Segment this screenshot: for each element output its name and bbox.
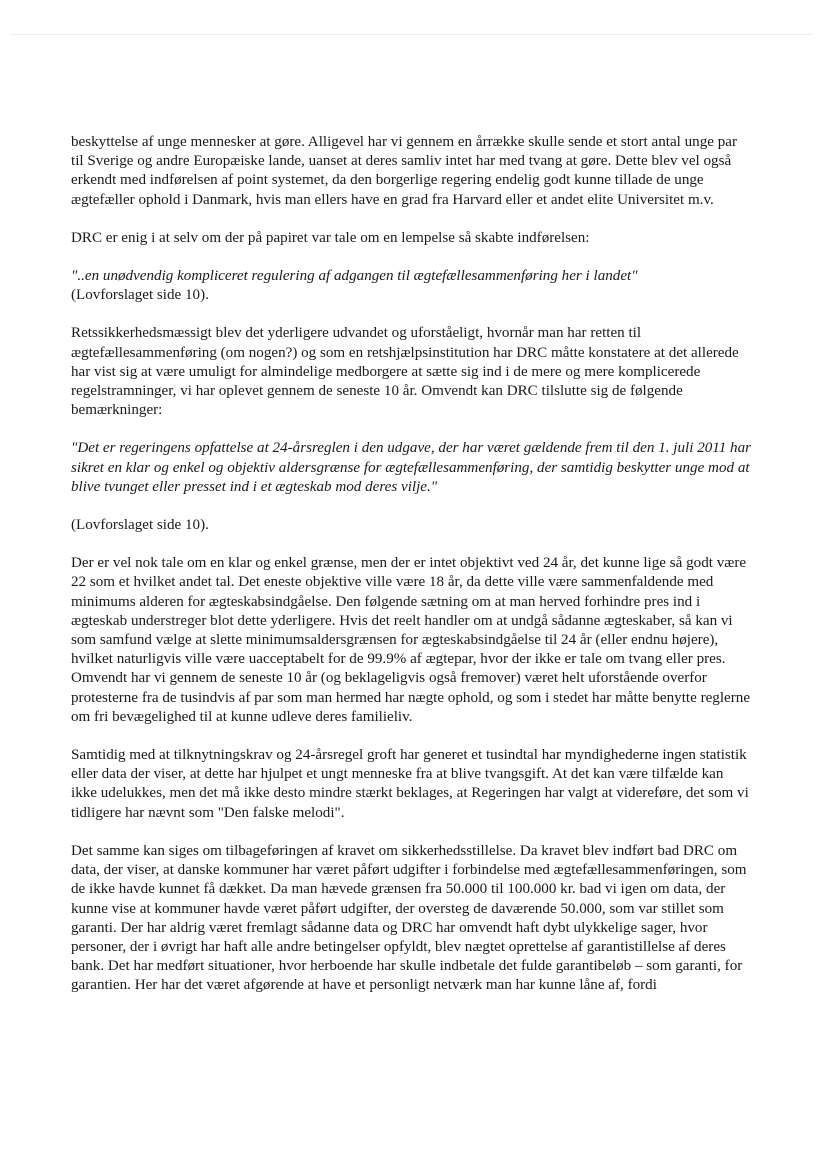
quote-block-1 — [71, 267, 751, 305]
paragraph-5: Samtidig med at tilknytningskrav og 24-årsregel groft har generet et tusindtal har myndighederne ingen statistik eller data der viser, at dette har hjulpet et ungt menneske fra at blive tvangsgift. At det kan være tilfælde kan ikke udelukkes, men det må ikke desto mindre stærkt beklages, at Regeringen har valgt at videreføre, det som vi tidligere har nævnt som "Den falske melodi". — [71, 747, 749, 821]
quote-2-text: "Det er regeringens opfattelse at 24-årsreglen i den udgave, der har været gældende frem til den 1. juli 2011 har sikret en klar og enkel og objektiv aldersgrænse for ægtefællesammenføring, der samtidig beskytter unge mod at blive tvunget eller presset ind i et ægteskab mod deres vilje." — [71, 440, 751, 495]
quote-1-source: (Lovforslaget side 10). — [71, 287, 209, 304]
paragraph-3: Retssikkerhedsmæssigt blev det yderligere udvandet og uforståeligt, hvornår man har retten til ægtefællesammenføring (om nogen?) og som en retshjælpsinstitution har DRC måtte konstatere at det allerede har vist sig at være umuligt for almindelige medborgere at sætte sig ind i de mere og mere komplicerede regelstramninger, vi har oplevet gennem de seneste 10 år. Omvendt kan DRC tilslutte sig de følgende bemærkninger: — [71, 325, 739, 419]
paragraph-4: Der er vel nok tale om en klar og enkel grænse, men der er intet objektivt ved 24 år, det kunne lige så godt være 22 som et hvilket andet tal. Det eneste objektive ville være 18 år, da dette ville være sammenfaldende med minimums alderen for ægteskabsindgåelse. Den følgende sætning om at man herved forhindre pres ind i ægteskab understreger blot dette yderligere. Hvis det reelt handler om at undgå sådanne ægteskaber, så kan vi som samfund vælge at slette minimumsaldersgrænsen for ægteskabsindgåelse til 24 år (eller endnu højere), hvilket naturligvis ville være uacceptabelt for de 99.9% af ægtepar, hvor der ikke er tale om tvang eller pres. Omvendt har vi gennem de seneste 10 år (og beklageligvis også fremover) været helt uforstående overfor protesterne fra de tusindvis af par som man hermed har nægte ophold, og som i stedet har måtte benytte reglerne om fri bevægelighed til at kunne udleve deres familieliv. — [71, 555, 751, 725]
paragraph-2: DRC er enig i at selv om der på papiret var tale om en lempelse så skabte indførelsen: — [71, 229, 590, 246]
page-top-divider — [10, 34, 812, 35]
paragraph-6: Det samme kan siges om tilbageføringen af kravet om sikkerhedsstillelse. Da kravet blev indført bad DRC om data, der viser, at danske kommuner har været påført udgifter i forbindelse med ægtefællesammenføringen, som de ikke havde kunnet få dækket. Da man hævede grænsen fra 50.000 til 100.000 kr. bad vi igen om data, der kunne vise at kommuner havde været påført udgifter, der oversteg de daværende 50.000, som var stillet som garanti. Der har aldrig været fremlagt sådanne data og DRC har omvendt haft dybt ulykkelige sager, hvor personer, der i øvrigt har haft alle andre betingelser opfyldt, blev nægtet oprettelse af garantistillelse af deres bank. Det har medført situationer, hvor herboende har skulle indbetale det fulde garantibeløb – som garanti, for garantien. Her har det været afgørende at have et personligt netværk man har kunne låne af, fordi — [71, 842, 747, 994]
quote-2-source: (Lovforslaget side 10). — [71, 517, 209, 534]
quote-1-text: "..en unødvendig kompliceret regulering af adgangen til ægtefællesammenføring her i landet" — [71, 268, 638, 285]
document-body — [71, 133, 751, 996]
paragraph-1: beskyttelse af unge mennesker at gøre. Alligevel har vi gennem en årrække skulle sende et stort antal unge par til Sverige og andre Europæiske lande, uanset at deres samliv intet har med tvang at gøre. Dette blev vel også erkendt med indførelsen af point systemet, da den borgerlige regering endelig godt kunne tillade de unge ægtefæller ophold i Danmark, hvis man ellers have en grad fra Harvard eller et andet elite Universitet m.v. — [71, 134, 737, 208]
